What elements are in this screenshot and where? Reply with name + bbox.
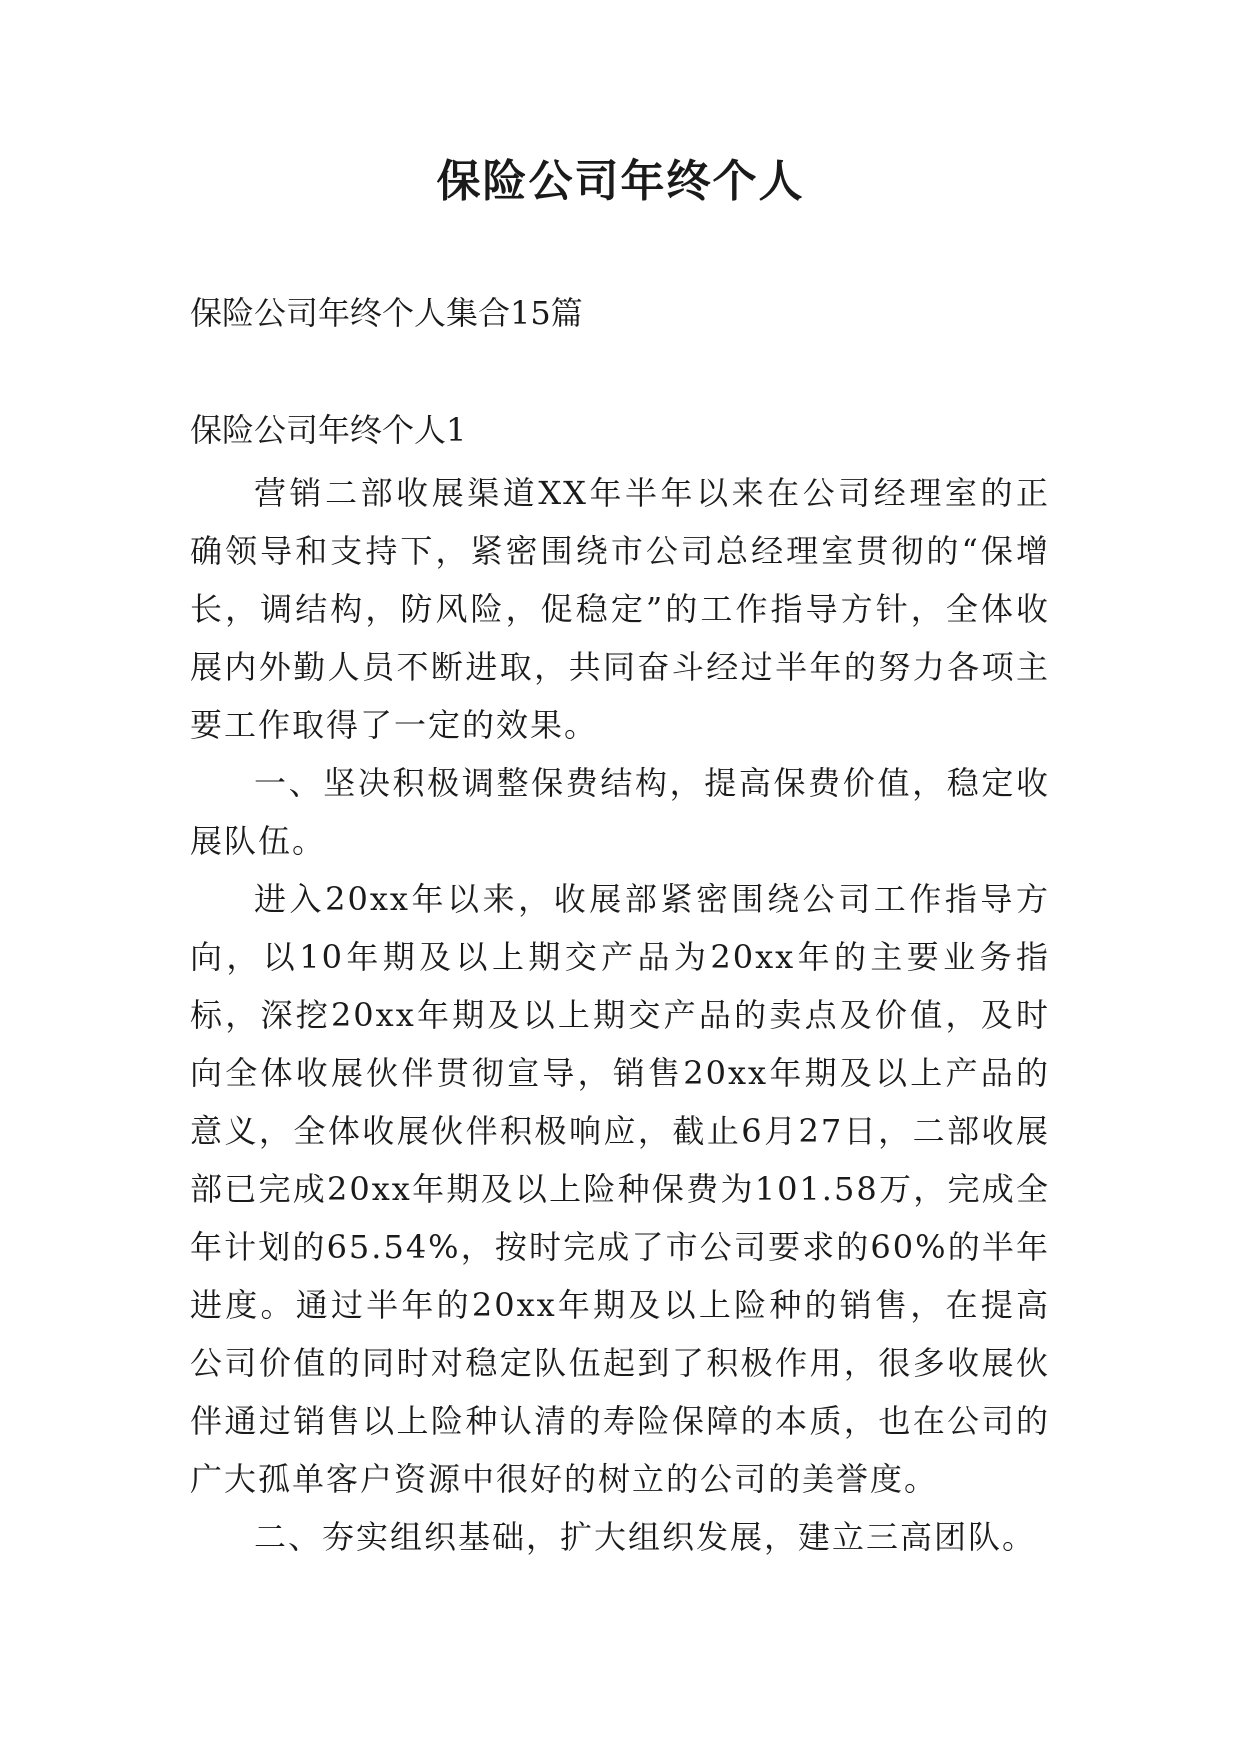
body-text bbox=[190, 464, 1050, 1566]
paragraph-details: 进入20xx年以来，收展部紧密围绕公司工作指导方向，以10年期及以上期交产品为20xx年的主要业务指标，深挖20xx年期及以上期交产品的卖点及价值，及时向全体收展伙伴贯彻宣导，销售20xx年期及以上产品的意义，全体收展伙伴积极响应，截止6月27日，二部收展部已完成20xx年期及以上险种保费为101.58万，完成全年计划的65.54%，按时完成了市公司要求的60%的半年进度。通过半年的20xx年期及以上险种的销售，在提高公司价值的同时对稳定队伍起到了积极作用，很多收展伙伴通过销售以上险种认清的寿险保障的本质，也在公司的广大孤单客户资源中很好的树立的公司的美誉度。 bbox=[190, 880, 1050, 1498]
document-subtitle: 保险公司年终个人集合15篇 bbox=[190, 294, 583, 332]
section-heading: 保险公司年终个人1 bbox=[190, 411, 467, 449]
paragraph-point-two: 二、夯实组织基础，扩大组织发展，建立三高团队。 bbox=[254, 1518, 1037, 1556]
paragraph-point-one: 一、坚决积极调整保费结构，提高保费价值，稳定收展队伍。 bbox=[190, 764, 1050, 860]
paragraph-intro: 营销二部收展渠道XX年半年以来在公司经理室的正确领导和支持下，紧密围绕市公司总经理室贯彻的“保增长，调结构，防风险，促稳定”的工作指导方针，全体收展内外勤人员不断进取，共同奋斗经过半年的努力各项主要工作取得了一定的效果。 bbox=[190, 474, 1050, 744]
document-title: 保险公司年终个人 bbox=[436, 156, 805, 207]
